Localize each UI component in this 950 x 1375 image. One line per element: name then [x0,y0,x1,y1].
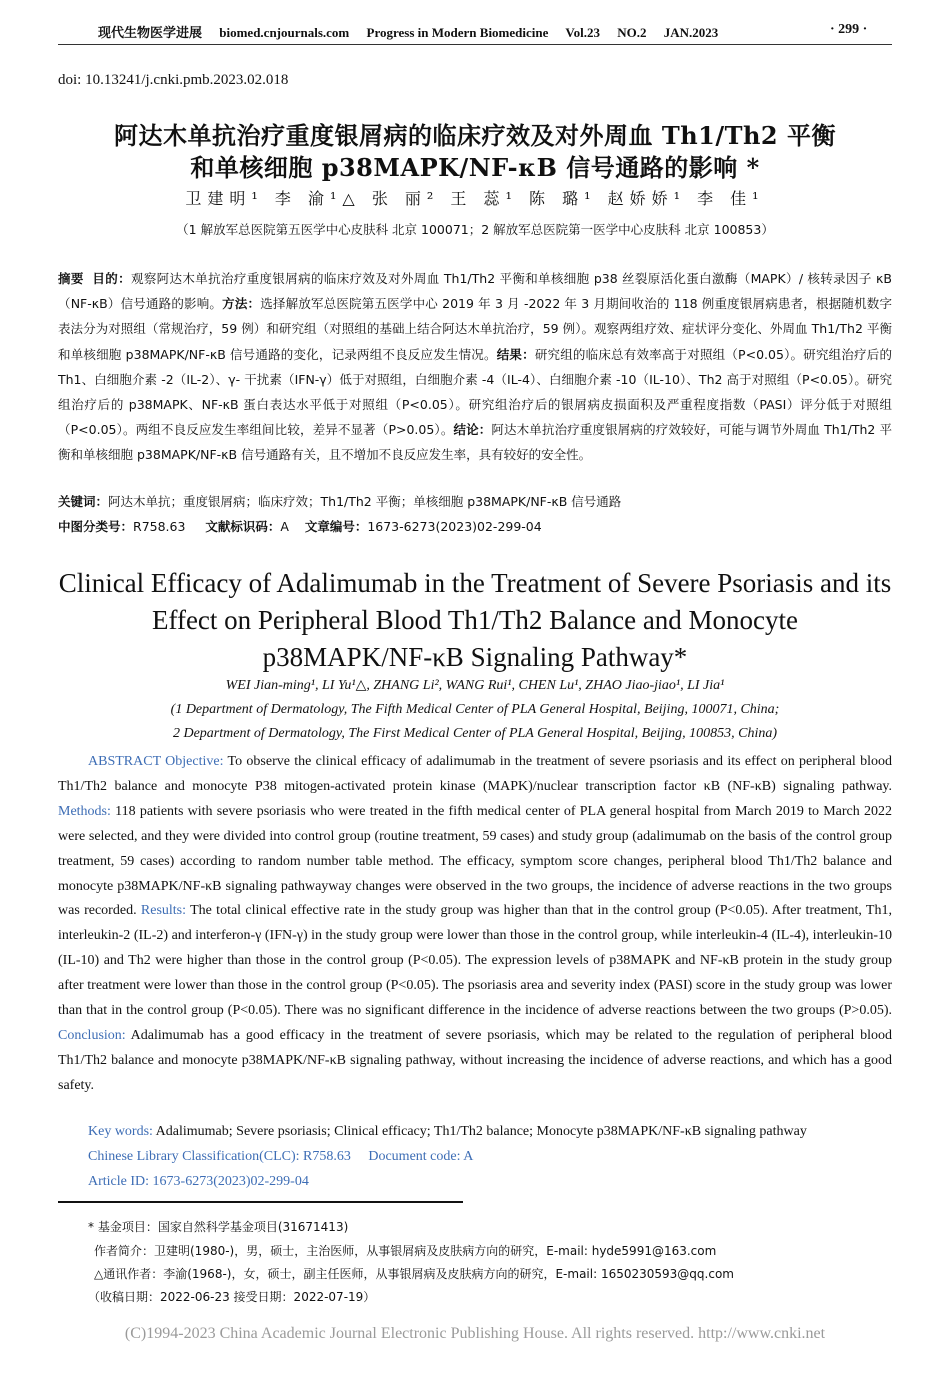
objective-en-label: ABSTRACT Objective: [88,754,224,769]
journal-name-cn: 现代生物医学进展 [98,25,203,40]
footnote-dates: （收稿日期：2022-06-23 接受日期：2022-07-19） [88,1290,376,1304]
doi: doi: 10.13241/j.cnki.pmb.2023.02.018 [58,72,289,88]
keywords-cn-text: 阿达木单抗；重度银屑病；临床疗效；Th1/Th2 平衡；单核细胞 p38MAPK/NF-κB 信号通路 [108,494,622,509]
footnote-fund: * 基金项目：国家自然科学基金项目(31671413) [88,1220,349,1234]
classification-en [88,1149,898,1165]
results-cn-label: 结果： [496,346,535,362]
methods-en: 118 patients with severe psoriasis who were treated in the fifth medical center of PLA general hospital from March 2019 to March 2022 were selected, and they were divided into control group (routine treatment, 59 cases) and study group (adalimumab on the basis of the control group treatment, 59 cases) according to random number table method. The efficacy, symptom score changes, peripheral blood Th1/Th2 balance and monocyte p38MAPK/NF-κB signaling pathwayway changes were observed in the two groups, the incidence of adverse reactions in the two groups was recorded. [58,803,892,919]
copyright-notice: (C)1994-2023 China Academic Journal Electronic Publishing House. All rights reserved. http://www.cnki.net [124,1325,826,1342]
methods-cn: 选择解放军总医院第五医学中心 2019 年 3 月 -2022 年 3 月期间收治的 118 例重度银屑病患者，根据随机数字表法分为对照组（常规治疗，59 例）和研究组（对照组的基础上结合阿达木单抗治疗，59 例）。观察两组疗效、症状评分变化、外周血 Th1/Th2 平衡和单核细胞 p38MAPK/NF-κB 信号通路的变化，记录两组不良反应发生情况。 [58,296,892,362]
authors-cn: 卫建明¹ 李 渝¹△ 张 丽² 王 蕊¹ 陈 璐¹ 赵娇娇¹ 李 佳¹ [185,189,765,208]
keywords-en-label: Key words: [88,1124,153,1139]
keywords-cn-label: 关键词： [58,494,109,509]
results-en-label: Results: [140,903,187,919]
article-id-cn-label: 文章编号： [304,519,368,534]
title-en-line2: Effect on Peripheral Blood Th1/Th2 Balance and Monocyte [151,605,799,635]
journal-name-en: Progress in Modern Biomedicine [366,25,549,40]
clc-en: Chinese Library Classification(CLC): R758.63 [88,1149,351,1164]
doc-code-cn-label: 文献标识码： [205,519,281,534]
objective-cn: 观察阿达木单抗治疗重度银屑病的临床疗效及对外周血 Th1/Th2 平衡和单核细胞 p38 丝裂原活化蛋白激酶（MAPK）/ 核转录因子 κB（NF-κB）信号通路的影响。 [58,271,892,312]
methods-en-label: Methods: [58,803,111,819]
journal-number: NO.2 [617,25,647,40]
footnote-corresponding: △通讯作者：李渝(1968-)，女，硕士，副主任医师，从事银屑病及皮肤病方向的研究，E-mail: 1650230593@qq.com [94,1267,734,1281]
results-cn: 研究组的临床总有效率高于对照组（P<0.05）。研究组治疗后的 Th1、白细胞介素 -2（IL-2）、γ- 干扰素（IFN-γ）低于对照组，白细胞介素 -4（IL-4）、白细胞介素 -10（IL-10）、Th2 高于对照组（P<0.05）。研究组治疗后的 p38MAPK、NF-κB 蛋白表达水平低于对照组（P<0.05）。研究组治疗后的银屑病皮损面积及严重程度指数（PASI）评分低于对照组（P<0.05）。两组不良反应发生率组间比较，差异不显著（P>0.05）。 [58,346,892,438]
keywords-en-text: Adalimumab; Severe psoriasis; Clinical efficacy; Th1/Th2 balance; Monocyte p38MAPK/NF-κB signaling pathway [152,1124,807,1139]
authors-en: WEI Jian-ming¹, LI Yu¹△, ZHANG Li², WANG Rui¹, CHEN Lu¹, ZHAO Jiao-jiao¹, LI Jia¹ [225,678,725,693]
objective-cn-label: 目的： [92,271,131,286]
article-id-cn: 1673-6273(2023)02-299-04 [367,519,542,534]
results-en: The total clinical effective rate in the study group was higher than that in the control group (P<0.05). After treatment, Th1, interleukin-2 (IL-2) and interferon-γ (IFN-γ) in the study group were lower than those in the control group, while interleukin-4 (IL-4), interleukin-10 (IL-10) and Th2 were higher than those in the control group (P<0.05). The expression levels of p38MAPK and NF-κB protein in the study group after treatment were lower than those in the control group (P<0.05). The psoriasis area and severity index (PASI) score in the study group was lower than that in the control group (P<0.05). There was no significant difference in the incidence of adverse reactions between the two groups (P>0.05). [58,903,892,1019]
header-rule [58,44,892,45]
affiliation-en-2: 2 Department of Dermatology, The First Medical Center of PLA General Hospital, Beijing, 100853, China) [172,726,778,741]
conclusion-en-label: Conclusion: [58,1027,126,1043]
clc-cn-label: 中图分类号： [58,519,134,534]
abstract-cn-label: 摘要 [58,271,84,286]
title-cn-line1: 阿达木单抗治疗重度银屑病的临床疗效及对外周血 Th1/Th2 平衡 [114,121,836,150]
clc-cn: R758.63 [133,519,186,534]
methods-cn-label: 方法： [222,296,261,312]
title-cn-line2: 和单核细胞 p38MAPK/NF-κB 信号通路的影响 * [190,153,760,182]
conclusion-cn: 阿达木单抗治疗重度银屑病的疗效较好，可能与调节外周血 Th1/Th2 平衡和单核细胞 p38MAPK/NF-κB 信号通路有关，且不增加不良反应发生率，具有较好的安全性。 [58,422,892,463]
title-en [58,565,892,676]
journal-date: JAN.2023 [663,25,719,40]
objective-en: To observe the clinical efficacy of adalimumab in the treatment of severe psoriasis and its effect on peripheral blood Th1/Th2 balance and monocyte P38 mitogen-activated protein kinase (MAPK)/nuclear transcription factor κB (NF-κB) signaling pathway. [58,754,892,794]
footnote-author: 作者简介：卫建明(1980-)，男，硕士，主治医师，从事银屑病及皮肤病方向的研究，E-mail: hyde5991@163.com [94,1244,717,1258]
affiliation-en-1: (1 Department of Dermatology, The Fifth Medical Center of PLA General Hospital, Beijing, 100071, China; [170,702,780,717]
affiliations-cn: （1 解放军总医院第五医学中心皮肤科 北京 100071；2 解放军总医院第一医学中心皮肤科 北京 100853） [176,222,774,237]
doc-code-cn: A [280,519,289,534]
footnote-rule [58,1201,463,1203]
title-en-line3: p38MAPK/NF-κB Signaling Pathway* [262,642,688,672]
title-en-line1: Clinical Efficacy of Adalimumab in the Treatment of Severe Psoriasis and its [58,568,892,598]
keywords-cn [58,492,892,510]
journal-website: biomed.cnjournals.com [219,25,350,40]
abstract-cn [58,266,892,468]
running-header [98,22,898,41]
conclusion-cn-label: 结论： [453,422,492,438]
classification-cn [58,517,892,535]
conclusion-en: Adalimumab has a good efficacy in the treatment of severe psoriasis, which may be related to the regulation of peripheral blood Th1/Th2 balance and monocyte p38MAPK/NF-κB signaling pathway, without increasing the incidence of adverse reactions, and which has a good safety. [58,1027,892,1093]
doc-code-en: Document code: A [368,1149,474,1164]
journal-volume: Vol.23 [565,25,600,40]
abstract-en [58,750,892,1099]
article-id-en: Article ID: 1673-6273(2023)02-299-04 [88,1174,309,1189]
page-number: · 299 · [830,22,868,37]
keywords-en [88,1124,898,1140]
